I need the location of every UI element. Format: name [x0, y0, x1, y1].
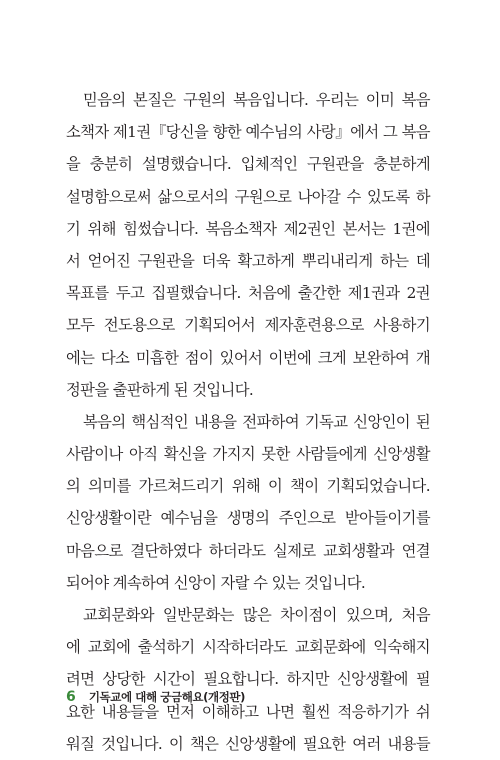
text-line: 모두 전도용으로 기획되어서 제자훈련용으로 사용하기: [66, 316, 430, 335]
text-line: 설명함으로써 삶으로서의 구원으로 나아갈 수 있도록 하: [66, 187, 430, 206]
text-line: 사람이나 아직 확신을 가지지 못한 사람들에게 신앙생활: [66, 445, 430, 464]
text-line: 교회문화와 일반문화는 많은 차이점이 있으며, 처음: [83, 606, 430, 624]
text-line: 워질 것입니다. 이 책은 신앙생활에 필요한 여러 내용들: [66, 734, 430, 753]
text-line: 기 위해 힘썼습니다. 복음소책자 제2권인 본서는 1권에: [66, 219, 430, 238]
text-line: 마음으로 결단하였다 하더라도 실제로 교회생활과 연결: [66, 541, 430, 560]
text-line: 에는 다소 미흡한 점이 있어서 이번에 크게 보완하여 개: [66, 348, 430, 367]
text-line: 에 교회에 출석하기 시작하더라도 교회문화에 익숙해지: [66, 638, 430, 657]
text-line: 소책자 제1권『당신을 향한 예수님의 사랑』에서 그 복음: [66, 123, 430, 142]
body-text: [66, 84, 430, 760]
running-title: 기독교에 대해 궁금해요(개정판): [88, 690, 245, 704]
text-line: 을 충분히 설명했습니다. 입체적인 구원관을 충분하게: [66, 155, 430, 174]
text-line: 되어야 계속하여 신앙이 자랄 수 있는 것입니다.: [66, 573, 366, 592]
text-line: 요한 내용들을 먼저 이해하고 나면 훨씬 적응하기가 쉬: [66, 702, 430, 721]
text-line: 복음의 핵심적인 내용을 전파하여 기독교 신앙인이 된: [83, 412, 430, 431]
text-line: 신앙생활이란 예수님을 생명의 주인으로 받아들이기를: [66, 509, 430, 528]
text-line: 목표를 두고 집필했습니다. 처음에 출간한 제1권과 2권: [66, 284, 430, 303]
text-line: 려면 상당한 시간이 필요합니다. 하지만 신앙생활에 필: [66, 670, 430, 689]
page-footer: [66, 686, 245, 706]
page-number: 6: [66, 689, 76, 705]
text-line: 의 의미를 가르쳐드리기 위해 이 책이 기획되었습니다.: [66, 477, 430, 496]
text-line: 서 얻어진 구원관을 더욱 확고하게 뿌리내리게 하는 데: [66, 251, 430, 270]
text-line: 믿음의 본질은 구원의 복음입니다. 우리는 이미 복음: [83, 91, 430, 109]
text-line: 정판을 출판하게 된 것입니다.: [66, 380, 254, 399]
